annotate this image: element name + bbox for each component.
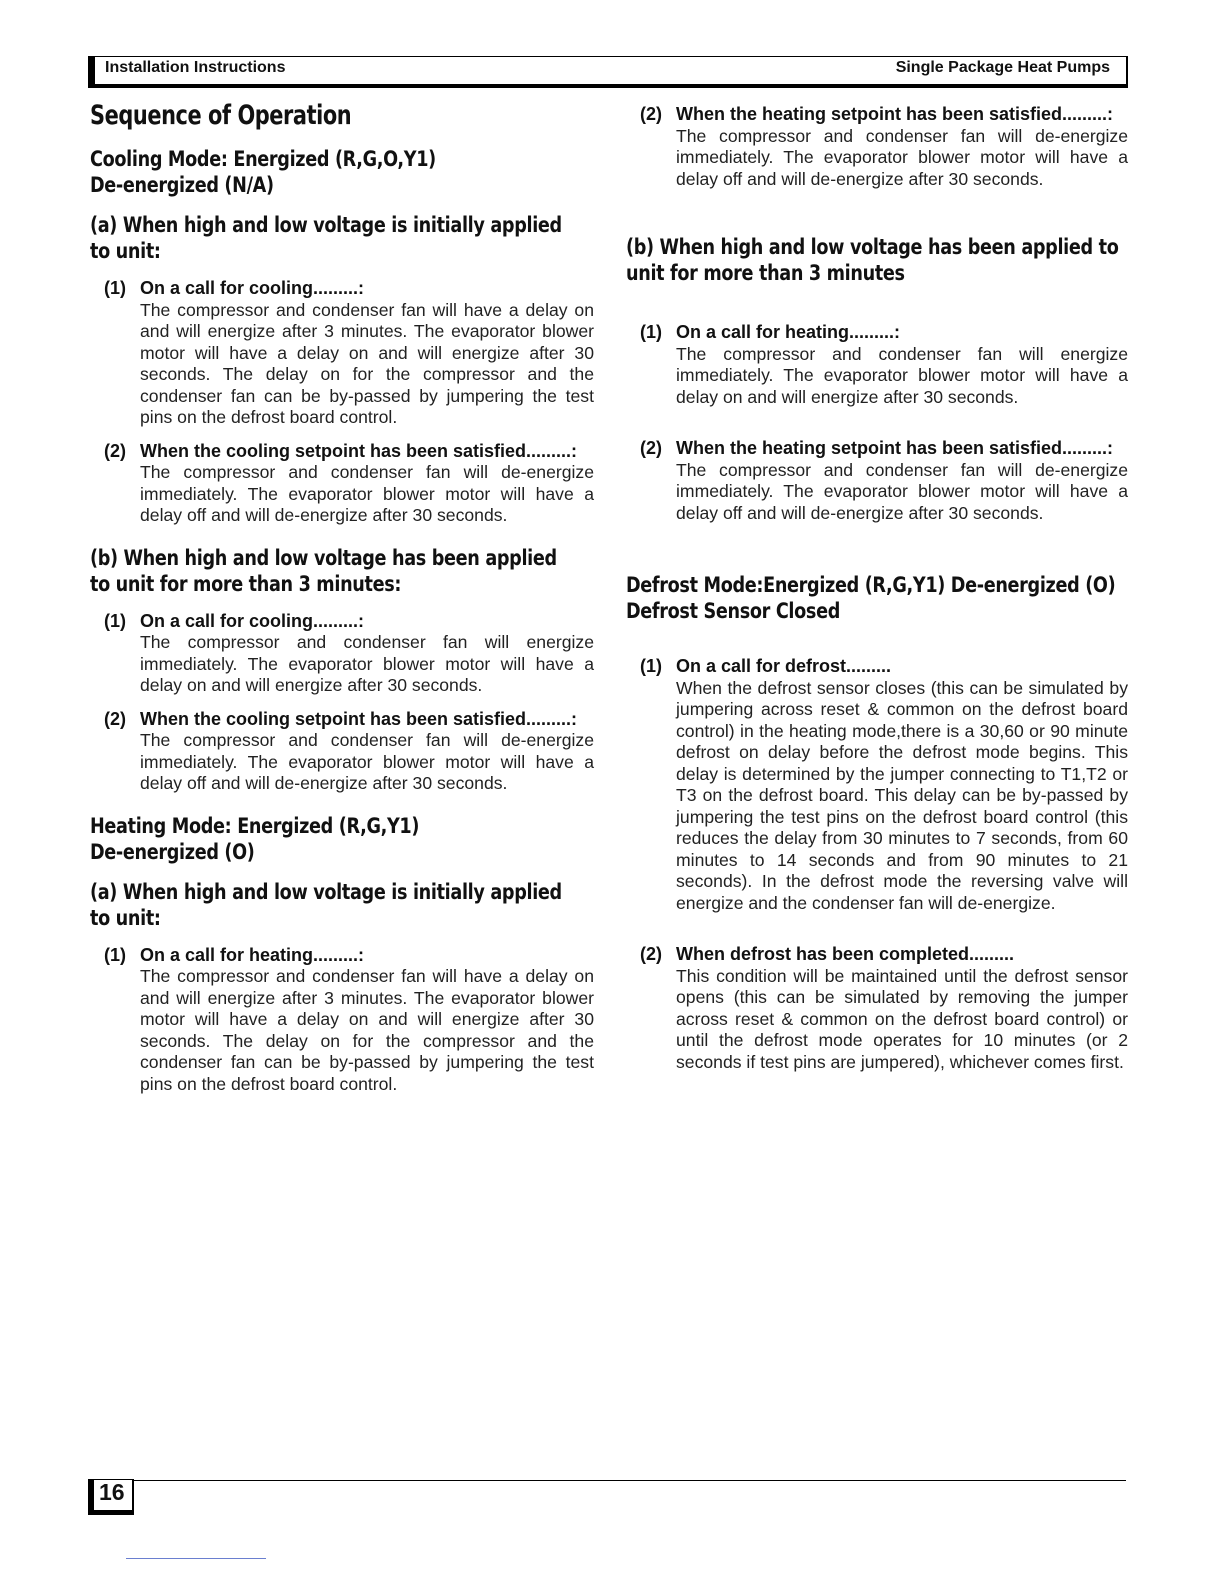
item-body: The compressor and condenser fan will de-energize immediately. The evaporator blower motor will have a delay off and will de-energize after 30 seconds.: [676, 459, 1128, 523]
item-body: When the defrost sensor closes (this can be simulated by jumpering across reset & common on the defrost board control) in the heating mode,there is a 30,60 or 90 minute defrost on delay before the defrost mode begins. This delay is determined by the jumper connecting to T1,T2 or T3 on the defrost board. This delay can be by-passed by jumpering the test pins on the defrost board control (this reduces the delay from 30 minutes to 7 seconds, from 60 minutes to 14 seconds and from 90 minutes to 21 seconds). In the defrost mode the reversing valve will energize and the condenser fan will de-energize.: [676, 677, 1128, 913]
item-title: When defrost has been completed.........: [676, 944, 1015, 964]
cooling-b-item-2: [90, 709, 594, 795]
heating-b-item-1: [626, 322, 1128, 408]
item-number: (1): [104, 610, 126, 631]
page-header: [88, 56, 1128, 88]
cooling-b-heading-line1: (b) When high and low voltage has been applied: [90, 545, 557, 570]
item-body: The compressor and condenser fan will energize immediately. The evaporator blower motor will have a delay on and will energize after 30 seconds.: [140, 632, 594, 695]
heating-b-heading: [626, 234, 1128, 286]
item-body: The compressor and condenser fan will have a delay on and will energize after 3 minutes. The evaporator blower motor will have a delay on and will energize after 30 seconds. The delay on for the compressor and the condenser fan can be by-passed by jumpering the test pins on the defrost board control.: [140, 299, 594, 427]
heating-a-heading: [90, 879, 594, 931]
item-number: (1): [640, 322, 662, 342]
page-number: 16: [99, 1479, 125, 1505]
item-number: (1): [640, 656, 662, 676]
item-number: (1): [104, 944, 126, 965]
header-left-title: Installation Instructions: [105, 59, 286, 76]
heating-b-item-2: [626, 438, 1128, 524]
item-body: The compressor and condenser fan will have a delay on and will energize after 3 minutes. The evaporator blower motor will have a delay on and will energize after 30 seconds. The delay on for the compressor and the condenser fan can be by-passed by jumpering the test pins on the defrost board control.: [140, 966, 594, 1094]
defrost-heading-line1: Defrost Mode:Energized (R,G,Y1) De-energized (O): [626, 573, 1116, 597]
cooling-mode-heading-line2: De-energized (N/A): [90, 173, 274, 197]
cooling-a-item-1: [90, 278, 594, 429]
cooling-a-heading: [90, 212, 594, 264]
right-column: [626, 104, 1128, 1085]
heating-a-heading-line2: to unit:: [90, 905, 161, 930]
item-title: When the heating setpoint has been satisfied.........:: [676, 438, 1114, 458]
heating-a-item-2: [626, 104, 1128, 190]
heating-a-item-1: [90, 945, 594, 1096]
cooling-a-heading-line1: (a) When high and low voltage is initially applied: [90, 213, 562, 237]
cooling-b-heading-line2: to unit for more than 3 minutes:: [90, 571, 402, 596]
cooling-b-item-1: [90, 611, 594, 697]
item-title: On a call for heating.........:: [140, 944, 365, 965]
cooling-a-heading-line2: to unit:: [90, 239, 161, 263]
item-title: When the heating setpoint has been satisfied.........:: [676, 104, 1114, 124]
footer-link-underline: [126, 1558, 266, 1559]
item-body: The compressor and condenser fan will de-energize immediately. The evaporator blower motor will have a delay off and will de-energize after 30 seconds.: [140, 462, 594, 525]
heating-b-heading-line1: (b) When high and low voltage has been applied to: [626, 235, 1119, 259]
item-body: The compressor and condenser fan will de-energize immediately. The evaporator blower motor will have a delay off and will de-energize after 30 seconds.: [676, 125, 1128, 189]
cooling-mode-heading-line1: Cooling Mode: Energized (R,G,O,Y1): [90, 147, 436, 171]
item-number: (2): [104, 440, 126, 461]
item-number: (2): [640, 104, 662, 124]
cooling-mode-heading: [90, 146, 594, 198]
item-title: When the cooling setpoint has been satisfied.........:: [140, 708, 578, 729]
item-body: The compressor and condenser fan will energize immediately. The evaporator blower motor will have a delay on and will energize after 30 seconds.: [676, 343, 1128, 407]
cooling-a-item-2: [90, 441, 594, 527]
page-title: Sequence of Operation: [90, 100, 352, 131]
item-title: On a call for cooling.........:: [140, 278, 365, 298]
defrost-heading: [626, 572, 1128, 624]
item-number: (2): [104, 708, 126, 729]
defrost-heading-line2: Defrost Sensor Closed: [626, 599, 841, 623]
defrost-item-1: [626, 656, 1128, 914]
footer-rule: [134, 1480, 1126, 1481]
item-title: On a call for defrost.........: [676, 656, 892, 676]
heating-mode-heading-line1: Heating Mode: Energized (R,G,Y1): [90, 813, 420, 838]
item-number: (1): [104, 278, 126, 298]
defrost-item-2: [626, 944, 1128, 1073]
item-title: When the cooling setpoint has been satisfied.........:: [140, 440, 578, 461]
item-body: This condition will be maintained until the defrost sensor opens (this can be simulated by removing the jumper across reset & common on the defrost board control) or until the defrost mode operates for 10 minutes (or 2 seconds if test pins are jumpered), whichever comes first.: [676, 965, 1128, 1072]
heating-mode-heading: [90, 813, 594, 865]
item-number: (2): [640, 944, 662, 964]
item-number: (2): [640, 438, 662, 458]
item-title: On a call for cooling.........:: [140, 610, 365, 631]
heating-a-heading-line1: (a) When high and low voltage is initially applied: [90, 879, 562, 904]
page-number-box: [88, 1479, 134, 1515]
heating-mode-heading-line2: De-energized (O): [90, 839, 255, 864]
left-column: [90, 100, 594, 1107]
header-right-title: Single Package Heat Pumps: [895, 59, 1110, 76]
heating-b-heading-line2: unit for more than 3 minutes: [626, 261, 905, 285]
item-body: The compressor and condenser fan will de-energize immediately. The evaporator blower motor will have a delay off and will de-energize after 30 seconds.: [140, 730, 594, 793]
item-title: On a call for heating.........:: [676, 322, 901, 342]
cooling-b-heading: [90, 545, 594, 597]
